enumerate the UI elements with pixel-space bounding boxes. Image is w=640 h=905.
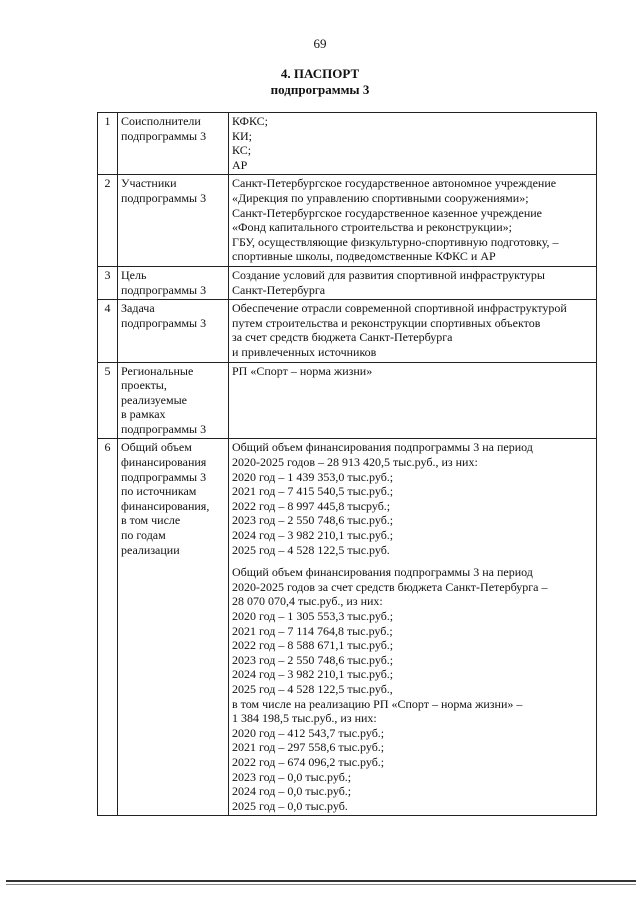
content-line: Обеспечение отрасли современной спортивной инфраструктурой <box>232 301 567 316</box>
label-line: Соисполнители <box>121 114 201 128</box>
content-line: 2022 год – 674 096,2 тыс.руб.; <box>232 754 385 769</box>
row-content <box>229 300 597 362</box>
row-number: 6 <box>98 439 118 816</box>
row-content <box>229 362 597 439</box>
content-line: и привлеченных источников <box>232 344 377 359</box>
bottom-rule-thin <box>6 884 636 885</box>
row-content <box>229 439 597 816</box>
content-line: 2024 год – 3 982 210,1 тыс.руб.; <box>232 528 394 543</box>
row-label <box>118 113 229 175</box>
label-line: Общий объем <box>121 440 192 455</box>
content-line: Санкт-Петербургское государственное казенное учреждение <box>232 205 543 220</box>
content-line: 2021 год – 7 415 540,5 тыс.руб.; <box>232 484 394 499</box>
content-line: 2025 год – 4 528 122,5 тыс.руб., <box>232 681 393 696</box>
content-line: за счет средств бюджета Санкт-Петербурга <box>232 330 453 345</box>
content-line: 2025 год – 0,0 тыс.руб. <box>232 798 348 813</box>
label-line: проекты, <box>121 378 167 393</box>
row-label <box>118 266 229 299</box>
content-line: 2020 год – 1 305 553,3 тыс.руб.; <box>232 609 394 623</box>
content-line: Санкт-Петербургское государственное автономное учреждение <box>232 176 557 191</box>
content-line: путем строительства и реконструкции спортивных объектов <box>232 315 541 330</box>
content-line: Общий объем финансирования подпрограммы 3 на период <box>232 440 533 455</box>
content-line: 2023 год – 2 550 748,6 тыс.руб.; <box>232 652 394 667</box>
content-line: 2024 год – 0,0 тыс.руб.; <box>232 784 352 799</box>
label-line: Региональные <box>121 363 194 378</box>
content-line: 2023 год – 2 550 748,6 тыс.руб.; <box>232 513 394 528</box>
content-line: 2022 год – 8 588 671,1 тыс.руб.; <box>232 638 394 653</box>
content-line: 2020-2025 годов – 28 913 420,5 тыс.руб., из них: <box>232 455 478 470</box>
content-line: в том числе на реализацию РП «Спорт – норма жизни» – <box>232 696 523 711</box>
label-line: подпрограммы 3 <box>121 469 207 484</box>
content-line: «Дирекция по управлению спортивными сооружениями»; <box>232 190 529 205</box>
row-number: 5 <box>98 362 118 439</box>
content-line: ГБУ, осуществляющие физкультурно-спортивную подготовку, – <box>232 234 559 249</box>
row-number: 2 <box>98 175 118 267</box>
label-line: подпрограммы 3 <box>121 421 207 436</box>
content-line: 2020-2025 годов за счет средств бюджета Санкт-Петербурга – <box>232 579 548 594</box>
label-line: Участники <box>121 176 177 191</box>
content-line: Санкт-Петербурга <box>232 282 326 297</box>
row-label <box>118 300 229 362</box>
row-content <box>229 175 597 267</box>
title-line-2: подпрограммы 3 <box>270 82 370 97</box>
bottom-rule <box>6 880 636 882</box>
content-line: КС; <box>232 143 252 158</box>
content-line: КИ; <box>232 128 253 143</box>
content-line: 2020 год – 1 439 353,0 тыс.руб.; <box>232 469 394 484</box>
content-line: 2022 год – 8 997 445,8 тысруб.; <box>232 498 391 513</box>
table-row <box>98 113 597 175</box>
row-content <box>229 266 597 299</box>
passport-table <box>97 112 597 816</box>
row-number: 1 <box>98 113 118 175</box>
label-line: подпрограммы 3 <box>121 190 207 205</box>
row-label <box>118 175 229 267</box>
row-number: 4 <box>98 300 118 362</box>
table-row <box>98 266 597 299</box>
table-row <box>98 175 597 267</box>
title-line-1: 4. ПАСПОРТ <box>280 66 360 81</box>
content-line: АР <box>232 157 248 172</box>
content-line: 2023 год – 0,0 тыс.руб.; <box>232 769 352 784</box>
label-line: по источникам <box>121 484 197 499</box>
content-line: 2020 год – 412 543,7 тыс.руб.; <box>232 725 385 740</box>
content-line: спортивные школы, подведомственные КФКС и АР <box>232 249 496 264</box>
row-label <box>118 362 229 439</box>
row-content <box>229 113 597 175</box>
label-line: в том числе <box>121 513 181 528</box>
content-line: 2021 год – 297 558,6 тыс.руб.; <box>232 740 385 755</box>
label-line: Цель <box>121 267 147 282</box>
label-line: подпрограммы 3 <box>121 128 207 143</box>
row-label <box>118 439 229 816</box>
label-line: Задача <box>121 301 155 316</box>
label-line: реализуемые <box>121 392 187 407</box>
label-line: в рамках <box>121 407 166 422</box>
label-line: подпрограммы 3 <box>121 315 207 330</box>
label-line: реализации <box>121 542 180 557</box>
paragraph-gap <box>232 557 593 565</box>
label-line: финансирования, <box>121 498 210 513</box>
table-row <box>98 439 597 816</box>
label-line: финансирования <box>121 455 207 470</box>
label-line: подпрограммы 3 <box>121 282 207 297</box>
content-line: Общий объем финансирования подпрограммы 3 на период <box>232 565 533 580</box>
content-line: КФКС; <box>232 114 268 128</box>
page-number: 69 <box>313 36 327 51</box>
content-line: 2025 год – 4 528 122,5 тыс.руб. <box>232 542 390 557</box>
content-line: 28 070 070,4 тыс.руб., из них: <box>232 594 383 609</box>
content-line: 2024 год – 3 982 210,1 тыс.руб.; <box>232 667 394 682</box>
content-line: Создание условий для развития спортивной инфраструктуры <box>232 267 545 282</box>
content-line: «Фонд капитального строительства и реконструкции»; <box>232 220 512 235</box>
content-line: 1 384 198,5 тыс.руб., из них: <box>232 711 377 726</box>
label-line: по годам <box>121 528 166 543</box>
content-line: 2021 год – 7 114 764,8 тыс.руб.; <box>232 623 393 638</box>
content-line: РП «Спорт – норма жизни» <box>232 363 373 378</box>
table-row <box>98 362 597 439</box>
row-number: 3 <box>98 266 118 299</box>
document-title <box>0 66 640 98</box>
passport-table-body <box>98 113 597 816</box>
table-row <box>98 300 597 362</box>
